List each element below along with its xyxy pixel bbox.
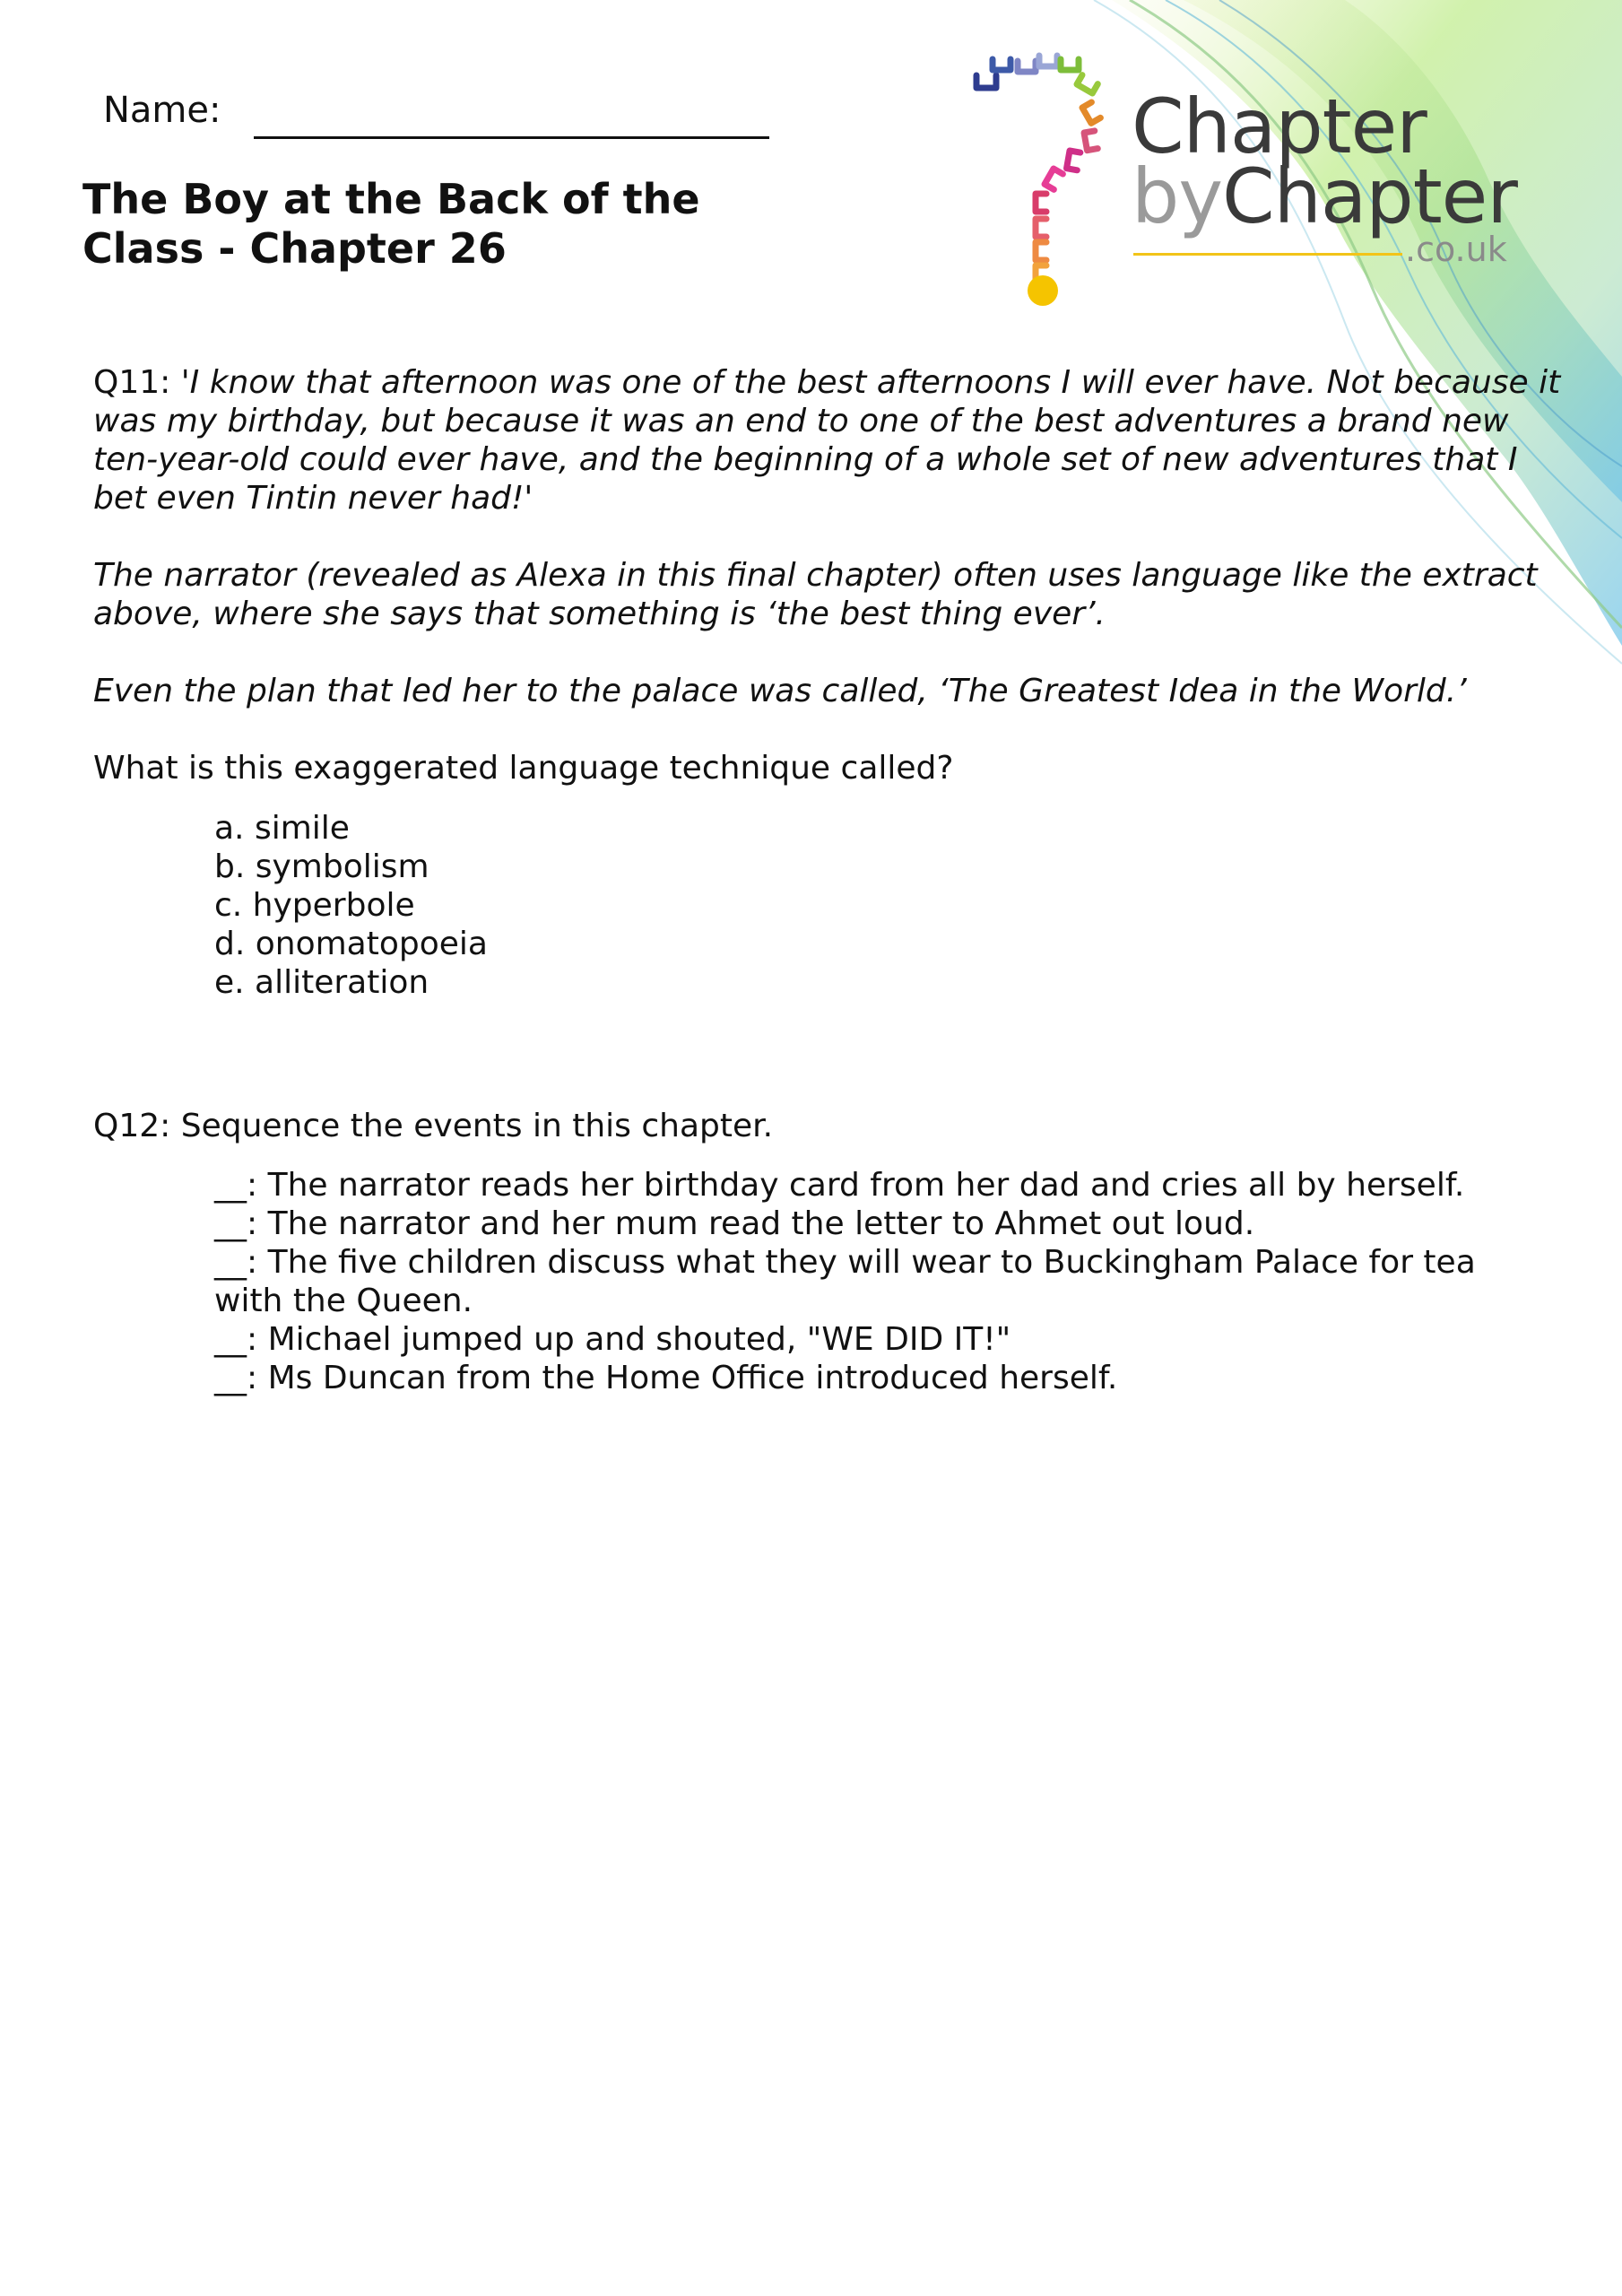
q12-event[interactable]: __: Ms Duncan from the Home Office introduced herself.	[214, 1360, 1118, 1396]
q11-label: Q11:	[93, 364, 171, 401]
name-label: Name:	[103, 90, 221, 131]
q12-event[interactable]: __: The narrator and her mum read the letter to Ahmet out loud.	[214, 1205, 1255, 1242]
q12-event[interactable]: __: The narrator reads her birthday card from her dad and cries all by herself.	[214, 1167, 1465, 1204]
q11-option[interactable]: e. alliteration	[214, 964, 429, 1001]
q12-events-list	[214, 1166, 1514, 1397]
logo-underline	[1133, 253, 1402, 256]
logo-word-bychapter	[1132, 152, 1517, 240]
q11-option[interactable]: d. onomatopoeia	[214, 926, 488, 962]
q11-quote: 'I know that afternoon was one of the best afternoons I will ever have. Not because it was my birthday, but because it was an end to one of the best adventures a brand new ten-year-old could ever have, and the beginning of a whole set of new adventures that I bet even Tintin never had!'	[93, 364, 1561, 517]
q11-context-1: The narrator (revealed as Alexa in this final chapter) often uses language like the extract above, where she says that something is ‘the best thing ever’.	[93, 557, 1538, 632]
logo-word-chapter: Chapter	[1132, 83, 1427, 170]
logo-word-chapter-2: Chapter	[1222, 152, 1517, 240]
q12-event[interactable]: __: Michael jumped up and shouted, "WE DID IT!"	[214, 1321, 1011, 1358]
logo-word-by: by	[1132, 152, 1223, 240]
q11-option[interactable]: c. hyperbole	[214, 887, 415, 924]
q11-question: What is this exaggerated language technique called?	[93, 750, 954, 787]
q11-options-list	[214, 809, 1514, 1002]
q11-quote-paragraph	[93, 363, 1564, 517]
logo-wordmark	[1132, 83, 1553, 274]
q11-option[interactable]: b. symbolism	[214, 848, 429, 885]
name-field-line[interactable]	[254, 136, 769, 139]
question-mark-of-books-icon	[964, 52, 1125, 312]
worksheet-title: The Boy at the Back of the Class - Chapter 26	[82, 175, 700, 273]
q12-event[interactable]: __: The five children discuss what they will wear to Buckingham Palace for tea with the Queen.	[214, 1244, 1476, 1319]
logo-domain: .co.uk	[1405, 230, 1507, 269]
q11-option[interactable]: a. simile	[214, 810, 350, 847]
q11-context-2: Even the plan that led her to the palace was called, ‘The Greatest Idea in the World.’	[93, 673, 1467, 709]
q12-question: Q12: Sequence the events in this chapter.	[93, 1108, 774, 1144]
